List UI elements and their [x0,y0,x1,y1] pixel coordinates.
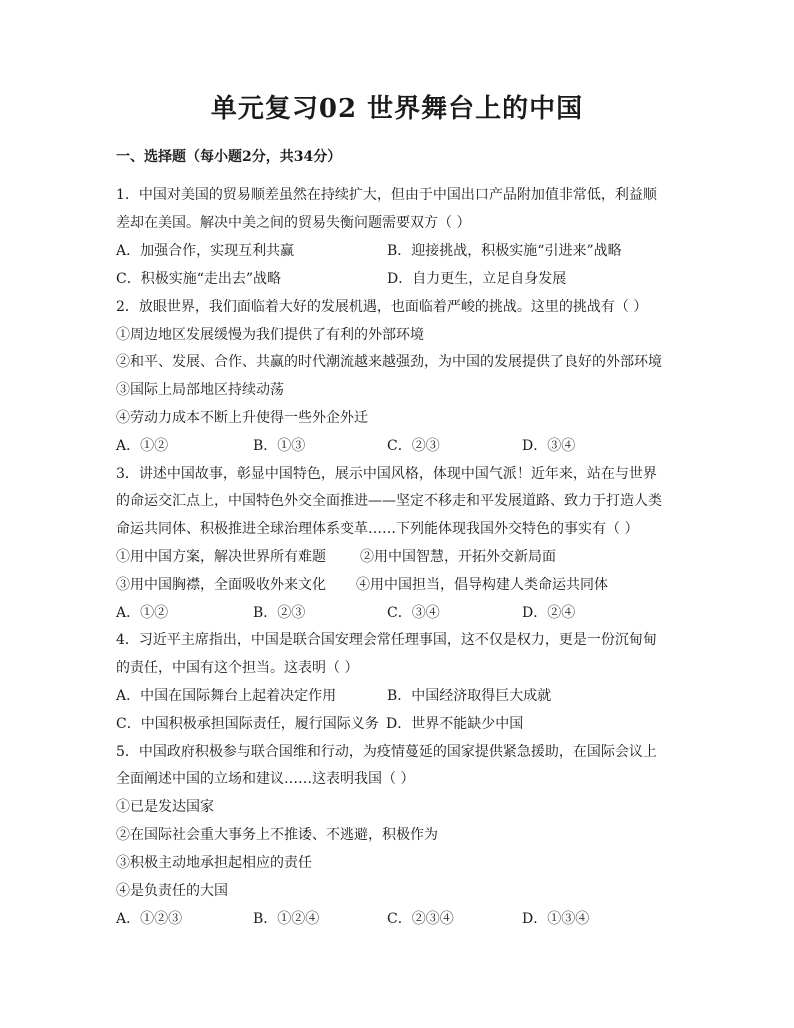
q5-statement-3: ③积极主动地承担起相应的责任 [116,855,312,871]
q5-statement-1: ①已是发达国家 [116,799,214,815]
q1-option-a: A．加强合作，实现互利共赢 [116,243,295,259]
q5-option-d: D．①③④ [522,911,590,927]
q4-option-b: B．中国经济取得巨大成就 [387,688,552,704]
q2-option-a: A．①② [116,438,169,454]
q4-option-a: A．中国在国际舞台上起着决定作用 [116,688,337,704]
q1-option-d: D．自力更生，立足自身发展 [387,271,567,287]
q5-stem-line-1: 5．中国政府积极参与联合国维和行动，为疫情蔓延的国家提供紧急援助，在国际会议上 [116,744,657,760]
q3-option-c: C．③④ [387,605,440,621]
q3-statement-1: ①用中国方案，解决世界所有难题 [116,549,326,565]
q3-option-a: A．①② [116,605,169,621]
q1-stem-line-1: 1．中国对美国的贸易顺差虽然在持续扩大，但由于中国出口产品附加值非常低，利益顺 [116,187,657,203]
q5-stem-line-2: 全面阐述中国的立场和建议……这表明我国（ ） [116,771,415,787]
q1-stem-line-2: 差却在美国。解决中美之间的贸易失衡问题需要双方（ ） [116,215,471,231]
q4-option-d: D．世界不能缺少中国 [386,716,524,732]
q5-option-a: A．①②③ [116,911,183,927]
q2-stem: 2．放眼世界，我们面临着大好的发展机遇，也面临着严峻的挑战。这里的挑战有（ ） [116,299,648,315]
q3-stem-line-3: 命运共同体、积极推进全球治理体系变革……下列能体现我国外交特色的事实有（ ） [116,521,639,537]
q2-option-c: C．②③ [387,438,440,454]
q5-statement-2: ②在国际社会重大事务上不推诿、不逃避，积极作为 [116,827,438,843]
q4-option-c: C．中国积极承担国际责任，履行国际义务 [116,716,379,732]
q3-statement-2: ②用中国智慧，开拓外交新局面 [360,549,556,565]
q3-statement-4: ④用中国担当，倡导构建人类命运共同体 [356,577,608,593]
q1-option-b: B．迎接挑战，积极实施“引进来”战略 [387,243,622,259]
q5-statement-4: ④是负责任的大国 [116,883,228,899]
q3-stem-line-1: 3．讲述中国故事，彰显中国特色，展示中国风格，体现中国气派！近年来，站在与世界 [116,466,657,482]
q2-statement-1: ①周边地区发展缓慢为我们提供了有利的外部环境 [116,327,424,343]
q3-statement-3: ③用中国胸襟，全面吸收外来文化 [116,577,326,593]
q5-option-b: B．①②④ [253,911,320,927]
q4-stem-line-2: 的责任，中国有这个担当。这表明（ ） [116,660,359,676]
q3-stem-line-2: 的命运交汇点上，中国特色外交全面推进——坚定不移走和平发展道路、致力于打造人类 [116,493,662,509]
q2-statement-2: ②和平、发展、合作、共赢的时代潮流越来越强劲，为中国的发展提供了良好的外部环境 [116,354,662,370]
section-heading: 一、选择题（每小题2分，共34分） [116,149,342,165]
q4-stem-line-1: 4．习近平主席指出，中国是联合国安理会常任理事国，这不仅是权力，更是一份沉甸甸 [116,632,657,648]
q3-option-d: D．②④ [522,605,576,621]
q2-statement-4: ④劳动力成本不断上升使得一些外企外迁 [116,410,368,426]
q2-statement-3: ③国际上局部地区持续动荡 [116,382,284,398]
q3-option-b: B．②③ [253,605,306,621]
q1-option-c: C．积极实施“走出去”战略 [116,271,282,287]
q2-option-b: B．①③ [253,438,306,454]
q5-option-c: C．②③④ [387,911,454,927]
q2-option-d: D．③④ [522,438,576,454]
document-title: 单元复习02 世界舞台上的中国 [210,94,584,124]
